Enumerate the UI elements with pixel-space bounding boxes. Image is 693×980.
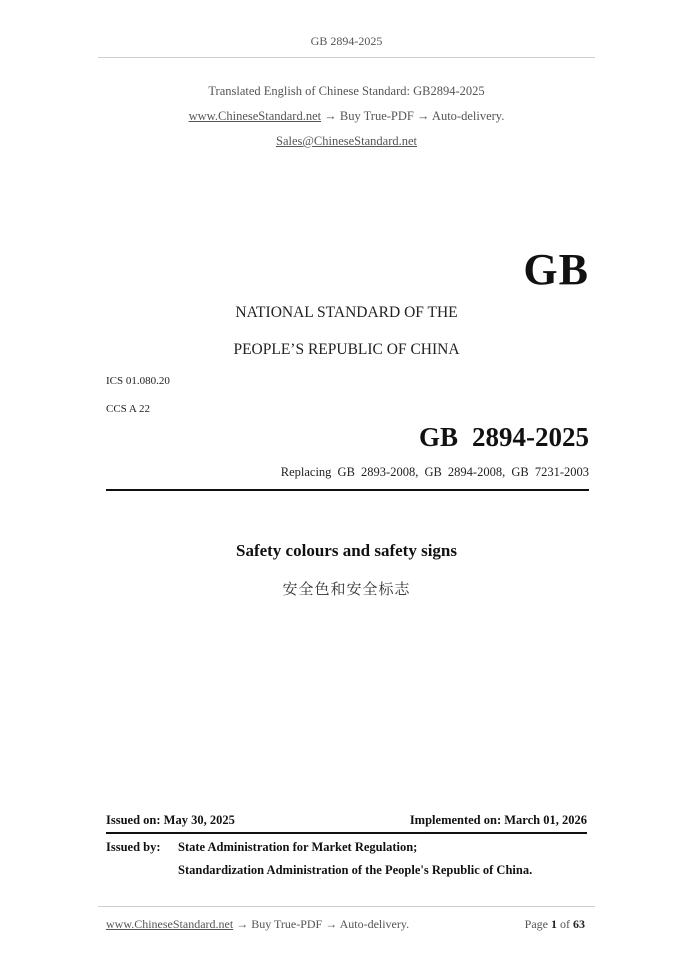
sales-email-link[interactable]: Sales@ChineseStandard.net bbox=[276, 134, 417, 148]
footer-purchase-line bbox=[106, 917, 409, 932]
page-number bbox=[525, 917, 585, 932]
ccs-code: CCS A 22 bbox=[106, 403, 151, 415]
ics-code: ICS 01.080.20 bbox=[106, 375, 170, 387]
purchase-line bbox=[0, 109, 693, 124]
header-divider bbox=[98, 57, 595, 58]
email-line bbox=[0, 134, 693, 149]
standard-code: 2894-2025 bbox=[472, 422, 589, 452]
page-label: Page bbox=[524, 917, 548, 931]
dates-divider bbox=[106, 832, 587, 834]
document-title-cn: 安全色和安全标志 bbox=[282, 580, 411, 598]
footer-website-link[interactable]: www.ChineseStandard.net bbox=[106, 917, 234, 931]
website-link[interactable]: www.ChineseStandard.net bbox=[188, 109, 322, 123]
footer-purchase-text: → Buy True-PDF → Auto-delivery. bbox=[233, 917, 410, 931]
page-current: 1 bbox=[551, 917, 557, 931]
replacing-note: Replacing GB 2893-2008, GB 2894-2008, GB 7231-2003 bbox=[280, 465, 589, 479]
standard-number bbox=[419, 422, 589, 453]
translation-note: Translated English of Chinese Standard: GB2894-2025 bbox=[208, 84, 485, 98]
gb-mark: GB bbox=[523, 245, 589, 294]
purchase-text: → Buy True-PDF → Auto-delivery. bbox=[321, 109, 505, 123]
issuer-line2: Standardization Administration of the People's Republic of China. bbox=[178, 863, 533, 877]
national-standard-line2: PEOPLE’S REPUBLIC OF CHINA bbox=[233, 341, 460, 358]
running-header: GB 2894-2025 bbox=[310, 34, 383, 48]
national-standard-line1: NATIONAL STANDARD OF THE bbox=[235, 304, 458, 321]
page-total: 63 bbox=[573, 917, 585, 931]
standard-prefix: GB bbox=[418, 422, 458, 452]
document-title-en: Safety colours and safety signs bbox=[235, 541, 457, 560]
implemented-date: Implemented on: March 01, 2026 bbox=[409, 813, 587, 827]
footer-divider bbox=[98, 906, 595, 907]
issuer-label: Issued by: bbox=[106, 840, 161, 854]
issuer-line1: State Administration for Market Regulation; bbox=[178, 840, 418, 854]
page-of: of bbox=[560, 917, 570, 931]
title-divider bbox=[106, 489, 589, 491]
issued-date: Issued on: May 30, 2025 bbox=[106, 813, 235, 827]
